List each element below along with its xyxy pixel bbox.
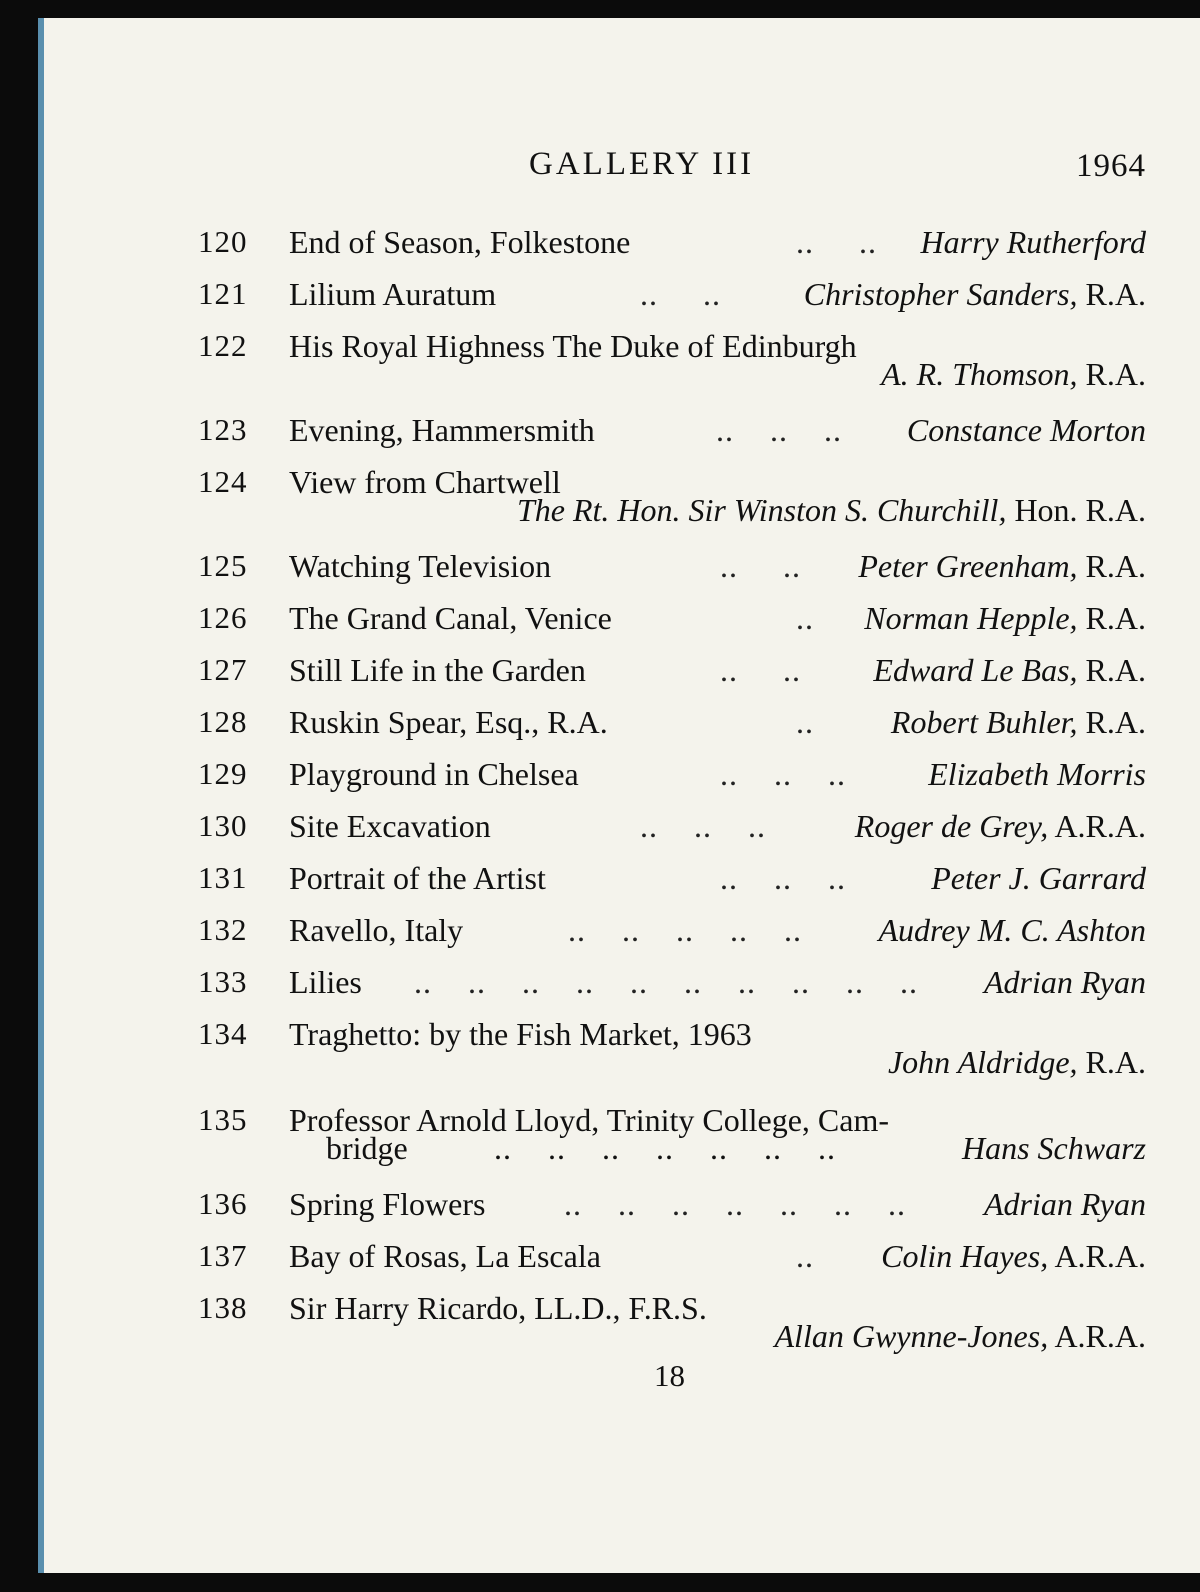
entry-artist: The Rt. Hon. Sir Winston S. Churchill, Hon. R.A. (516, 492, 1146, 528)
entry-artist: Elizabeth Morris (928, 756, 1146, 792)
list-item (44, 644, 1200, 696)
entry-artist: Christopher Sanders, R.A. (803, 276, 1146, 312)
entry-artist: Norman Hepple, R.A. (864, 600, 1146, 636)
page-number: 18 (654, 1358, 685, 1393)
entry-artist: Allan Gwynne-Jones, A.R.A. (774, 1318, 1146, 1354)
entry-artist: Adrian Ryan (983, 1186, 1146, 1222)
entry-number: 126 (198, 600, 248, 635)
entry-artist: Constance Morton (906, 412, 1146, 448)
leader-dots: .. (796, 704, 814, 740)
entry-artist: Hans Schwarz (961, 1130, 1146, 1166)
entry-number: 124 (198, 464, 248, 499)
entry-title: Ravello, Italy (289, 912, 464, 948)
entry-number: 121 (198, 276, 248, 311)
year: 1964 (1076, 148, 1146, 184)
list-item (44, 540, 1200, 592)
leader-dots: .. .. (640, 276, 721, 312)
leader-dots: .. (796, 600, 814, 636)
entry-title: End of Season, Folkestone (289, 224, 631, 260)
list-item (44, 1230, 1200, 1282)
entry-title: His Royal Highness The Duke of Edinburgh (289, 328, 857, 364)
leader-dots: .. .. (796, 224, 877, 260)
list-item (44, 1094, 1200, 1166)
entry-title: Spring Flowers (289, 1186, 486, 1222)
leader-dots: .. .. .. (716, 412, 842, 448)
list-item (44, 904, 1200, 956)
entry-title: Lilium Auratum (289, 276, 497, 312)
entry-title: The Grand Canal, Venice (289, 600, 612, 636)
list-item (44, 1282, 1200, 1354)
entry-artist: Edward Le Bas, R.A. (873, 652, 1146, 688)
entry-title: Still Life in the Garden (289, 652, 586, 688)
list-item (44, 956, 1200, 1008)
entry-title: Site Excavation (289, 808, 491, 844)
list-item (44, 456, 1200, 528)
entry-title: Watching Television (289, 548, 552, 584)
entry-number: 127 (198, 652, 248, 687)
entry-number: 132 (198, 912, 248, 947)
entry-title: Lilies (289, 964, 362, 1000)
entry-list (44, 216, 1200, 1354)
entry-number: 136 (198, 1186, 248, 1221)
entry-artist: Peter Greenham, R.A. (858, 548, 1146, 584)
leader-dots: .. .. .. (720, 756, 846, 792)
entry-number: 134 (198, 1016, 248, 1051)
entry-number: 128 (198, 704, 248, 739)
entry-number: 138 (198, 1290, 248, 1325)
list-item (44, 1008, 1200, 1080)
list-item (44, 800, 1200, 852)
entry-artist: A. R. Thomson, R.A. (881, 356, 1146, 392)
list-item (44, 748, 1200, 800)
leader-dots: .. .. .. .. .. .. .. .. .. .. (414, 964, 918, 1000)
entry-title: Bay of Rosas, La Escala (289, 1238, 601, 1274)
entry-artist: Peter J. Garrard (931, 860, 1146, 896)
entry-title: Portrait of the Artist (289, 860, 546, 896)
gallery-title: GALLERY III (529, 146, 755, 182)
leader-dots: .. .. (720, 548, 801, 584)
entry-number: 135 (198, 1102, 248, 1137)
entry-number: 125 (198, 548, 248, 583)
leader-dots: .. .. .. .. .. .. .. (494, 1130, 836, 1166)
entry-number: 129 (198, 756, 248, 791)
entry-artist: John Aldridge, R.A. (887, 1044, 1146, 1080)
entry-title: Evening, Hammersmith (289, 412, 595, 448)
list-item (44, 592, 1200, 644)
leader-dots: .. (796, 1238, 814, 1274)
list-item (44, 1178, 1200, 1230)
entry-title: View from Chartwell (289, 464, 561, 500)
entry-number: 123 (198, 412, 248, 447)
entry-artist: Colin Hayes, A.R.A. (881, 1238, 1146, 1274)
entry-number: 120 (198, 224, 248, 259)
leader-dots: .. .. (720, 652, 801, 688)
list-item (44, 320, 1200, 392)
list-item (44, 852, 1200, 904)
leader-dots: .. .. .. .. .. .. .. (564, 1186, 906, 1222)
entry-title: Professor Arnold Lloyd, Trinity College, Cam- (289, 1102, 889, 1138)
entry-number: 137 (198, 1238, 248, 1273)
leader-dots: .. .. .. (720, 860, 846, 896)
entry-title-continuation: bridge (326, 1130, 408, 1166)
entry-title: Sir Harry Ricardo, LL.D., F.R.S. (289, 1290, 707, 1326)
leader-dots: .. .. .. .. .. (568, 912, 802, 948)
entry-title: Ruskin Spear, Esq., R.A. (289, 704, 608, 740)
list-item (44, 696, 1200, 748)
page-header (44, 146, 1200, 186)
entry-number: 131 (198, 860, 248, 895)
list-item (44, 216, 1200, 268)
catalogue-page (38, 18, 1200, 1573)
leader-dots: .. .. .. (640, 808, 766, 844)
entry-number: 130 (198, 808, 248, 843)
entry-artist: Adrian Ryan (983, 964, 1146, 1000)
entry-number: 122 (198, 328, 248, 363)
list-item (44, 268, 1200, 320)
entry-title: Playground in Chelsea (289, 756, 579, 792)
entry-artist: Harry Rutherford (920, 224, 1146, 260)
entry-artist: Audrey M. C. Ashton (878, 912, 1146, 948)
entry-number: 133 (198, 964, 248, 999)
list-item (44, 404, 1200, 456)
entry-title: Traghetto: by the Fish Market, 1963 (289, 1016, 752, 1052)
entry-artist: Robert Buhler, R.A. (890, 704, 1146, 740)
entry-artist: Roger de Grey, A.R.A. (854, 808, 1146, 844)
